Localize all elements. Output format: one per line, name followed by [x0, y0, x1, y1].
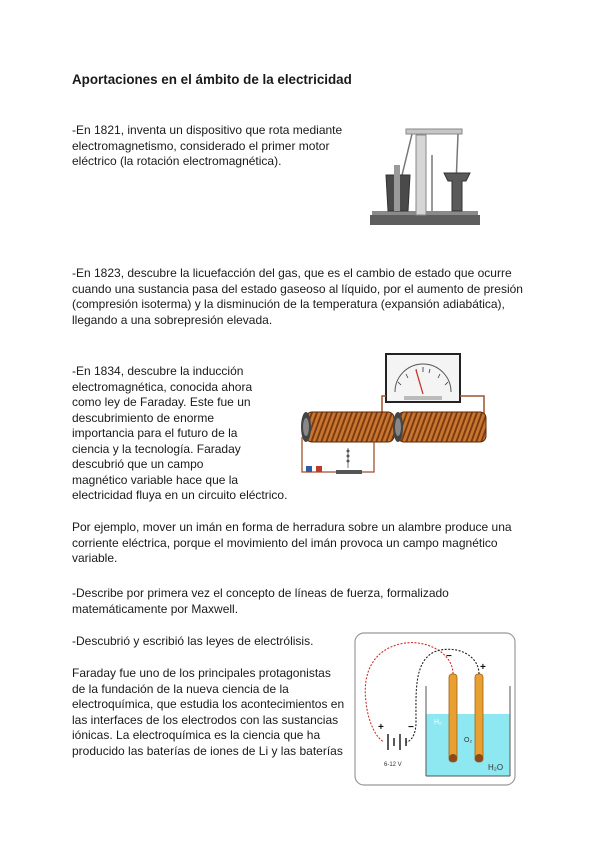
text-line: Por ejemplo, mover un imán en forma de herradura sobre un alambre produce una — [72, 520, 512, 534]
paragraph-1823 — [72, 266, 523, 328]
text-line: producido las baterías de iones de Li y las baterías — [72, 743, 343, 758]
primary-coil — [306, 412, 394, 442]
text-line: iónicas. La electroquímica es la ciencia que ha — [72, 728, 321, 742]
paragraph-force-lines — [72, 586, 449, 617]
text-line: importancia para el futuro de la — [72, 426, 238, 440]
electrolysis-figure — [354, 632, 516, 786]
text-line: como ley de Faraday. Este fue un — [72, 395, 251, 409]
text-line: llegando a una sobrepresión elevada. — [72, 312, 273, 327]
o2-label: O₂ — [464, 737, 473, 744]
anode-electrode — [475, 674, 483, 762]
text-line: eléctrico (la rotación electromagnética). — [72, 154, 282, 168]
paragraph-1821 — [72, 123, 342, 170]
text-line: electromagnetismo, considerado el primer motor — [72, 138, 330, 153]
galvanometer — [386, 354, 460, 402]
battery-voltage-label: 6-12 V — [384, 762, 402, 768]
text-line: (compresión isoterma) y la disminución de la temperatura (expansión adiabática), — [72, 297, 505, 311]
cathode-minus-sign: − — [446, 651, 452, 662]
text-line: electromagnética, conocida ahora — [72, 379, 253, 394]
battery-plus-sign: + — [378, 722, 384, 733]
text-line: de la fundación de la nueva ciencia de la — [72, 681, 289, 696]
paragraph-electrochemistry — [72, 666, 344, 759]
battery-minus-sign: − — [408, 722, 414, 733]
paragraph-example — [72, 520, 512, 567]
text-line: corriente eléctrica, porque el movimiento del imán provoca un campo magnético — [72, 535, 498, 550]
text-line: electricidad fluya en un circuito eléctrico. — [72, 488, 288, 502]
text-line: -En 1821, inventa un dispositivo que rota mediante — [72, 123, 343, 137]
text-line: las interfaces de los electrodos con las sustancias — [72, 712, 339, 727]
text-line: -En 1823, descubre la licuefacción del gas, que es el cambio de estado que ocurre — [72, 266, 512, 280]
switch-base — [336, 470, 362, 474]
water-label: H₂O — [488, 763, 504, 772]
cathode-electrode — [449, 674, 457, 762]
anode-plus-sign: + — [480, 662, 486, 673]
apparatus-base — [370, 215, 480, 225]
induction-coils-figure — [298, 352, 494, 482]
text-line: Faraday fue uno de los principales protagonistas — [72, 666, 331, 680]
text-line: variable. — [72, 551, 118, 565]
apparatus-crossbar — [406, 129, 462, 134]
secondary-coil — [398, 412, 486, 442]
mercury-cup-right — [444, 173, 470, 211]
text-line: electroquímica, que estudia los acontecimientos en — [72, 697, 345, 711]
text-line: -En 1834, descubre la inducción — [72, 364, 244, 378]
apparatus-pillar — [416, 135, 426, 215]
h2-label: H₂ — [434, 719, 442, 726]
text-line: matemáticamente por Maxwell. — [72, 601, 239, 616]
text-line: descubrió que un campo — [72, 457, 204, 471]
text-line: -Describe por primera vez el concepto de líneas de fuerza, formalizado — [72, 586, 449, 600]
text-line: descubrimiento de enorme — [72, 410, 215, 425]
text-line: cuando una sustancia pasa del estado gaseoso al líquido, por el aumento de presión — [72, 281, 523, 296]
page-title: Aportaciones en el ámbito de la electricidad — [72, 72, 352, 87]
rotation-apparatus-figure — [370, 125, 480, 225]
paragraph-electrolysis-laws — [72, 634, 313, 650]
text-line: magnético variable hace que la — [72, 472, 239, 487]
text-line: -Descubrió y escribió las leyes de electrólisis. — [72, 634, 314, 648]
text-line: ciencia y la tecnología. Faraday — [72, 441, 241, 456]
paragraph-1834 — [72, 364, 287, 504]
